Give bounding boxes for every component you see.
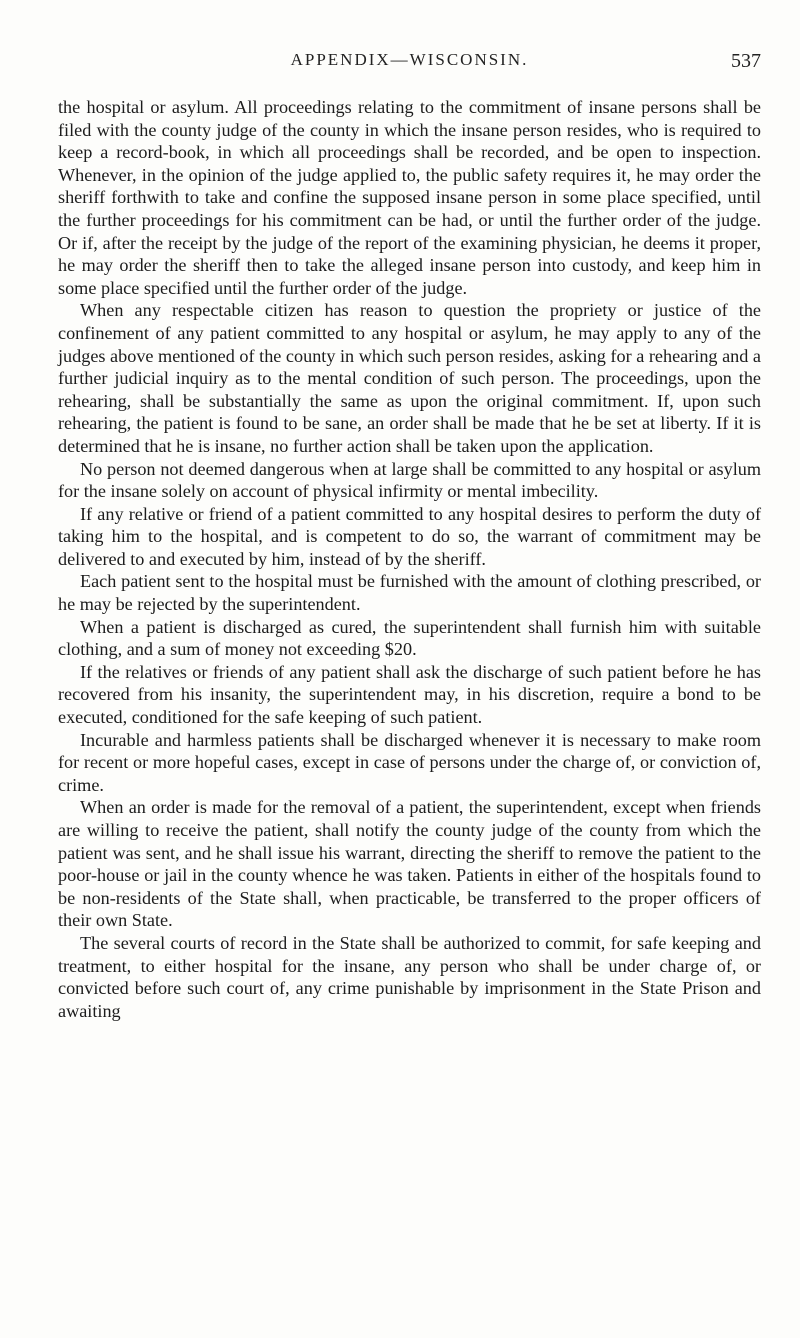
paragraph-discharge-bond: If the relatives or friends of any patient shall ask the discharge of such patient before he has recovered from his insanity, the superintendent may, in his discretion, require a bond to be executed, conditioned for the safe keeping of such patient. <box>58 661 761 728</box>
running-title: APPENDIX—WISCONSIN. <box>290 50 529 69</box>
page-number: 537 <box>731 50 761 72</box>
paragraph-removal: When an order is made for the removal of a patient, the superintendent, except when friends are willing to receive the patient, shall notify the county judge of the county from which the patient was sent, and he shall issue his warrant, directing the sheriff to remove the patient to the poor-house or jail in the county whence he was taken. Patients in either of the hospitals found to be non-residents of the State shall, when practicable, be transferred to the proper officers of their own State. <box>58 797 761 931</box>
paragraph-courts-of-record: The several courts of record in the State shall be authorized to commit, for safe keeping and treatment, to either hospital for the insane, any person who shall be under charge of, or convicted before such court of, any crime punishable by imprisonment in the State Prison and awaiting <box>58 932 761 1021</box>
paragraph-discharge-cured: When a patient is discharged as cured, the superintendent shall furnish him with suitable clothing, and a sum of money not exceeding $20. <box>58 616 761 660</box>
body-text <box>58 96 761 1022</box>
running-head <box>58 50 761 80</box>
paragraph-clothing: Each patient sent to the hospital must be furnished with the amount of clothing prescribed, or he may be rejected by the superintendent. <box>58 571 761 615</box>
paragraph-not-dangerous: No person not deemed dangerous when at large shall be committed to any hospital or asylum for the insane solely on account of physical infirmity or mental imbecility. <box>58 458 761 502</box>
paragraph-incurable: Incurable and harmless patients shall be discharged whenever it is necessary to make room for recent or more hopeful cases, except in case of persons under the charge of, or conviction of, crime. <box>58 729 761 795</box>
paragraph-rehearing: When any respectable citizen has reason to question the propriety or justice of the confinement of any patient committed to any hospital or asylum, he may apply to any of the judges above mentioned of the county in which such person resides, asking for a rehearing and a further judicial inquiry as to the mental condition of such person. The proceedings, upon the rehearing, shall be substantially the same as upon the original commitment. If, upon such rehearing, the patient is found to be sane, an order shall be made that he be set at liberty. If it is determined that he is insane, no further action shall be taken upon the application. <box>58 300 761 456</box>
paragraph-relative-warrant: If any relative or friend of a patient committed to any hospital desires to perform the duty of taking him to the hospital, and is competent to do so, the warrant of commitment may be delivered to and executed by him, instead of by the sheriff. <box>58 503 761 569</box>
paragraph-continuation: the hospital or asylum. All proceedings relating to the commitment of insane persons shall be filed with the county judge of the county in which the insane person resides, who is required to keep a record-book, in which all proceedings shall be recorded, and be open to inspection. Whenever, in the opinion of the judge applied to, the public safety requires it, he may order the sheriff forthwith to take and confine the supposed insane person in some place specified, until the further proceedings for his commitment can be had, or until the further order of the judge. Or if, after the receipt by the judge of the report of the examining physician, he deems it proper, he may order the sheriff then to take the alleged insane person into custody, and keep him in some place specified until the further order of the judge. <box>58 97 761 298</box>
